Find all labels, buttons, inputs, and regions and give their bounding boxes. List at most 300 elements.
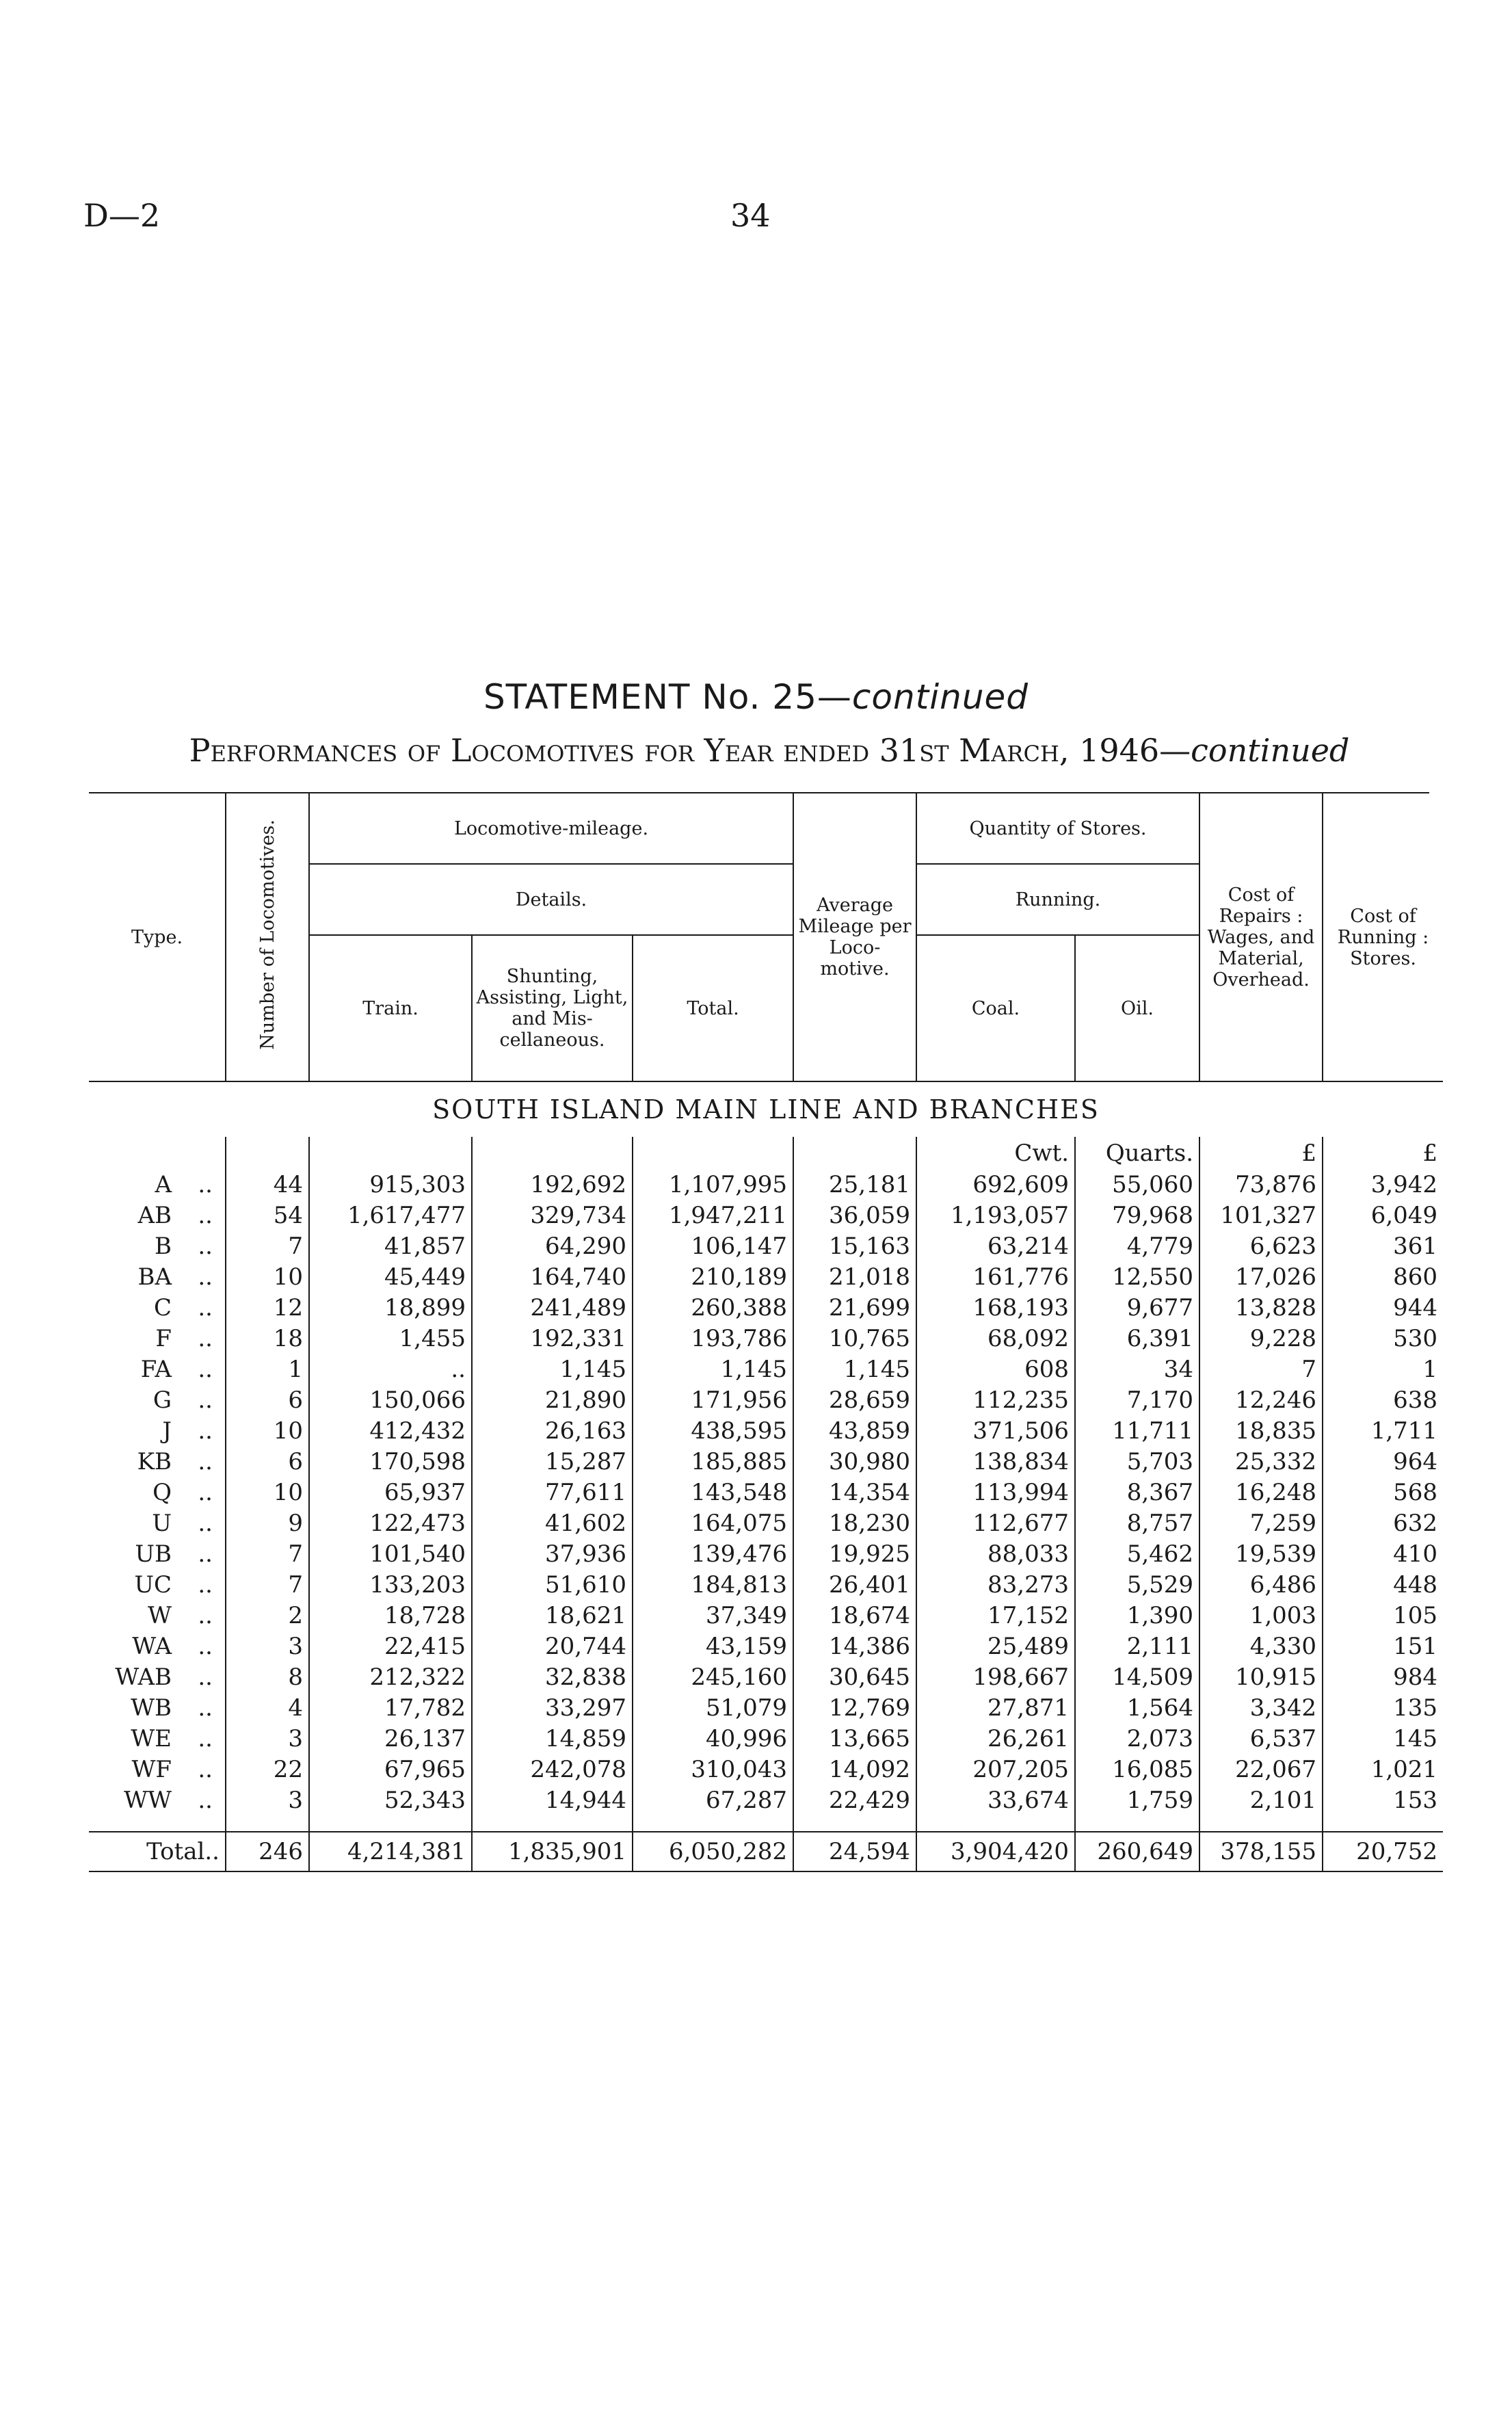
cell-n: 9 — [226, 1508, 309, 1539]
cell-shunting: 77,611 — [472, 1477, 633, 1508]
table-row — [89, 1570, 1443, 1601]
cell-repairs: 4,330 — [1199, 1631, 1323, 1662]
row-type-label: B — [155, 1233, 172, 1260]
statement-title — [0, 677, 1512, 717]
cell-coal: 17,152 — [916, 1601, 1075, 1631]
table-row — [89, 1416, 1443, 1447]
cell-oil: 12,550 — [1075, 1262, 1199, 1293]
table-row — [89, 1662, 1443, 1693]
cell-coal: 83,273 — [916, 1570, 1075, 1601]
cell-repairs: 9,228 — [1199, 1324, 1323, 1354]
table-row — [89, 1354, 1443, 1385]
cell-coal: 1,193,057 — [916, 1200, 1075, 1231]
row-type-leader: .. — [198, 1540, 213, 1568]
unit-oil: Quarts. — [1075, 1137, 1199, 1170]
cell-running: 361 — [1323, 1231, 1443, 1262]
table-row — [89, 1785, 1443, 1816]
row-type-leader: .. — [198, 1448, 213, 1475]
cell-train: 52,343 — [309, 1785, 472, 1816]
cell-coal: 63,214 — [916, 1231, 1075, 1262]
cell-repairs: 25,332 — [1199, 1447, 1323, 1477]
table-row — [89, 1447, 1443, 1477]
cell-running: 1,021 — [1323, 1755, 1443, 1785]
cell-total: 310,043 — [633, 1755, 793, 1785]
performance-table — [89, 793, 1443, 1872]
row-type-leader: .. — [198, 1510, 213, 1537]
cell-repairs: 3,342 — [1199, 1693, 1323, 1724]
cell-total: 210,189 — [633, 1262, 793, 1293]
row-type — [89, 1693, 226, 1724]
cell-total: 51,079 — [633, 1693, 793, 1724]
row-type-label: F — [155, 1325, 172, 1352]
page-number: 34 — [730, 197, 771, 234]
row-type — [89, 1724, 226, 1755]
cell-shunting: 18,621 — [472, 1601, 633, 1631]
cell-shunting: 32,838 — [472, 1662, 633, 1693]
cell-total: 1,145 — [633, 1354, 793, 1385]
row-type-leader: .. — [198, 1417, 213, 1445]
row-type-label: WAB — [115, 1664, 172, 1691]
cell-repairs: 19,539 — [1199, 1539, 1323, 1570]
header-shunting: Shunting, Assisting, Light, and Mis-cellaneous. — [472, 935, 633, 1081]
cell-coal: 112,677 — [916, 1508, 1075, 1539]
row-type — [89, 1755, 226, 1785]
cell-n: 10 — [226, 1477, 309, 1508]
page-reference: D—2 — [83, 197, 161, 234]
cell-shunting: 329,734 — [472, 1200, 633, 1231]
cell-train: 18,728 — [309, 1601, 472, 1631]
cell-avg: 36,059 — [793, 1200, 916, 1231]
table-row — [89, 1231, 1443, 1262]
cell-running: 151 — [1323, 1631, 1443, 1662]
cell-running: 448 — [1323, 1570, 1443, 1601]
cell-avg: 15,163 — [793, 1231, 916, 1262]
cell-train: 67,965 — [309, 1755, 472, 1785]
cell-coal: 161,776 — [916, 1262, 1075, 1293]
cell-avg: 18,674 — [793, 1601, 916, 1631]
cell-avg: 30,645 — [793, 1662, 916, 1693]
row-type-leader: .. — [198, 1756, 213, 1783]
cell-avg: 21,699 — [793, 1293, 916, 1324]
row-type-leader: .. — [198, 1263, 213, 1291]
cell-oil: 2,073 — [1075, 1724, 1199, 1755]
cell-oil: 9,677 — [1075, 1293, 1199, 1324]
table-row — [89, 1477, 1443, 1508]
cell-oil: 5,703 — [1075, 1447, 1199, 1477]
header-repairs: Cost of Repairs : Wages, and Material, Overhead. — [1199, 793, 1323, 1081]
cell-repairs: 17,026 — [1199, 1262, 1323, 1293]
cell-avg: 13,665 — [793, 1724, 916, 1755]
cell-shunting: 1,145 — [472, 1354, 633, 1385]
cell-shunting: 51,610 — [472, 1570, 633, 1601]
cell-total: 143,548 — [633, 1477, 793, 1508]
cell-avg: 43,859 — [793, 1416, 916, 1447]
total-avg: 24,594 — [793, 1832, 916, 1871]
header-details: Details. — [309, 864, 793, 935]
cell-oil: 5,462 — [1075, 1539, 1199, 1570]
cell-repairs: 7,259 — [1199, 1508, 1323, 1539]
cell-total: 193,786 — [633, 1324, 793, 1354]
row-type-leader: .. — [198, 1571, 213, 1599]
cell-train: 412,432 — [309, 1416, 472, 1447]
cell-shunting: 241,489 — [472, 1293, 633, 1324]
cell-coal: 26,261 — [916, 1724, 1075, 1755]
cell-train: 122,473 — [309, 1508, 472, 1539]
cell-repairs: 12,246 — [1199, 1385, 1323, 1416]
cell-n: 2 — [226, 1601, 309, 1631]
cell-shunting: 37,936 — [472, 1539, 633, 1570]
cell-train: 65,937 — [309, 1477, 472, 1508]
row-type-leader: .. — [198, 1233, 213, 1260]
header-number — [226, 793, 309, 1081]
cell-total: 40,996 — [633, 1724, 793, 1755]
cell-total: 164,075 — [633, 1508, 793, 1539]
header-stores: Quantity of Stores. — [916, 793, 1199, 864]
cell-avg: 14,354 — [793, 1477, 916, 1508]
row-type-label: G — [152, 1387, 172, 1414]
cell-shunting: 26,163 — [472, 1416, 633, 1447]
cell-running: 638 — [1323, 1385, 1443, 1416]
cell-total: 1,947,211 — [633, 1200, 793, 1231]
statement-subtitle-main: Performances of Locomotives for Year ended 31st March, 1946— — [189, 732, 1191, 769]
unit-repairs: £ — [1199, 1137, 1323, 1170]
cell-n: 7 — [226, 1231, 309, 1262]
cell-n: 12 — [226, 1293, 309, 1324]
statement-title-continued: continued — [851, 677, 1029, 717]
cell-total: 67,287 — [633, 1785, 793, 1816]
cell-coal: 198,667 — [916, 1662, 1075, 1693]
cell-total: 139,476 — [633, 1539, 793, 1570]
total-oil: 260,649 — [1075, 1832, 1199, 1871]
cell-total: 185,885 — [633, 1447, 793, 1477]
header-coal: Coal. — [916, 935, 1075, 1081]
header-average: Average Mileage per Loco-motive. — [793, 793, 916, 1081]
row-type-leader: .. — [198, 1725, 213, 1752]
cell-repairs: 18,835 — [1199, 1416, 1323, 1447]
table-row — [89, 1724, 1443, 1755]
cell-n: 44 — [226, 1170, 309, 1200]
header-oil: Oil. — [1075, 935, 1199, 1081]
row-type-leader: .. — [198, 1664, 213, 1691]
table-row — [89, 1755, 1443, 1785]
cell-oil: 5,529 — [1075, 1570, 1199, 1601]
cell-shunting: 242,078 — [472, 1755, 633, 1785]
header-total: Total. — [633, 935, 793, 1081]
cell-coal: 112,235 — [916, 1385, 1075, 1416]
row-type-label: WB — [131, 1694, 172, 1722]
row-type-leader: .. — [198, 1202, 213, 1229]
cell-total: 260,388 — [633, 1293, 793, 1324]
cell-n: 54 — [226, 1200, 309, 1231]
cell-oil: 79,968 — [1075, 1200, 1199, 1231]
cell-running: 1 — [1323, 1354, 1443, 1385]
cell-running: 135 — [1323, 1693, 1443, 1724]
unit-running-cost: £ — [1323, 1137, 1443, 1170]
table-row — [89, 1385, 1443, 1416]
row-type — [89, 1354, 226, 1385]
cell-train: 1,617,477 — [309, 1200, 472, 1231]
cell-running: 568 — [1323, 1477, 1443, 1508]
cell-oil: 1,759 — [1075, 1785, 1199, 1816]
cell-train: 915,303 — [309, 1170, 472, 1200]
statement-subtitle-continued: continued — [1191, 732, 1350, 769]
cell-oil: 55,060 — [1075, 1170, 1199, 1200]
cell-n: 10 — [226, 1262, 309, 1293]
row-type — [89, 1477, 226, 1508]
row-type — [89, 1385, 226, 1416]
cell-running: 632 — [1323, 1508, 1443, 1539]
cell-avg: 14,092 — [793, 1755, 916, 1785]
cell-shunting: 20,744 — [472, 1631, 633, 1662]
cell-repairs: 6,623 — [1199, 1231, 1323, 1262]
cell-train: 150,066 — [309, 1385, 472, 1416]
cell-coal: 692,609 — [916, 1170, 1075, 1200]
header-mileage: Locomotive-mileage. — [309, 793, 793, 864]
cell-repairs: 2,101 — [1199, 1785, 1323, 1816]
row-type-leader: .. — [198, 1294, 213, 1322]
cell-coal: 113,994 — [916, 1477, 1075, 1508]
table-row — [89, 1200, 1443, 1231]
cell-oil: 16,085 — [1075, 1755, 1199, 1785]
row-type-leader: .. — [198, 1325, 213, 1352]
cell-running: 145 — [1323, 1724, 1443, 1755]
cell-coal: 207,205 — [916, 1755, 1075, 1785]
cell-n: 4 — [226, 1693, 309, 1724]
cell-running: 964 — [1323, 1447, 1443, 1477]
cell-n: 7 — [226, 1539, 309, 1570]
cell-coal: 25,489 — [916, 1631, 1075, 1662]
cell-n: 3 — [226, 1724, 309, 1755]
row-type-label: WE — [131, 1725, 172, 1752]
cell-n: 8 — [226, 1662, 309, 1693]
table-row — [89, 1601, 1443, 1631]
cell-running: 1,711 — [1323, 1416, 1443, 1447]
cell-shunting: 14,859 — [472, 1724, 633, 1755]
row-type — [89, 1447, 226, 1477]
row-type-label: WA — [132, 1633, 172, 1660]
row-type — [89, 1170, 226, 1200]
cell-total: 1,107,995 — [633, 1170, 793, 1200]
spacer-row — [89, 1816, 1443, 1832]
cell-oil: 8,757 — [1075, 1508, 1199, 1539]
total-row — [89, 1832, 1443, 1871]
cell-shunting: 33,297 — [472, 1693, 633, 1724]
statement-title-main: STATEMENT No. 25— — [483, 677, 852, 717]
cell-train: 45,449 — [309, 1262, 472, 1293]
row-type-label: WF — [131, 1756, 172, 1783]
row-type — [89, 1293, 226, 1324]
total-total: 6,050,282 — [633, 1832, 793, 1871]
cell-coal: 68,092 — [916, 1324, 1075, 1354]
cell-total: 171,956 — [633, 1385, 793, 1416]
row-type-label: WW — [124, 1787, 172, 1814]
cell-n: 22 — [226, 1755, 309, 1785]
cell-train: 41,857 — [309, 1231, 472, 1262]
total-shunting: 1,835,901 — [472, 1832, 633, 1871]
row-type-leader: .. — [198, 1387, 213, 1414]
row-type-leader: .. — [198, 1479, 213, 1506]
cell-shunting: 192,692 — [472, 1170, 633, 1200]
row-type-leader: .. — [198, 1171, 213, 1198]
cell-total: 106,147 — [633, 1231, 793, 1262]
cell-oil: 6,391 — [1075, 1324, 1199, 1354]
cell-repairs: 101,327 — [1199, 1200, 1323, 1231]
cell-train: 101,540 — [309, 1539, 472, 1570]
cell-avg: 30,980 — [793, 1447, 916, 1477]
row-type-leader: .. — [198, 1633, 213, 1660]
cell-oil: 34 — [1075, 1354, 1199, 1385]
cell-repairs: 73,876 — [1199, 1170, 1323, 1200]
header-running: Running. — [916, 864, 1199, 935]
cell-running: 105 — [1323, 1601, 1443, 1631]
cell-coal: 608 — [916, 1354, 1075, 1385]
cell-train: 170,598 — [309, 1447, 472, 1477]
total-train: 4,214,381 — [309, 1832, 472, 1871]
cell-repairs: 22,067 — [1199, 1755, 1323, 1785]
cell-coal: 27,871 — [916, 1693, 1075, 1724]
total-coal: 3,904,420 — [916, 1832, 1075, 1871]
row-type — [89, 1324, 226, 1354]
cell-oil: 1,564 — [1075, 1693, 1199, 1724]
row-type-label: W — [148, 1602, 172, 1629]
cell-n: 1 — [226, 1354, 309, 1385]
cell-oil: 4,779 — [1075, 1231, 1199, 1262]
row-type-label: A — [155, 1171, 172, 1198]
cell-avg: 12,769 — [793, 1693, 916, 1724]
cell-running: 153 — [1323, 1785, 1443, 1816]
table-row — [89, 1508, 1443, 1539]
row-type-label: BA — [137, 1263, 172, 1291]
cell-repairs: 13,828 — [1199, 1293, 1323, 1324]
table-row — [89, 1170, 1443, 1200]
cell-running: 6,049 — [1323, 1200, 1443, 1231]
row-type-label: KB — [137, 1448, 172, 1475]
cell-total: 184,813 — [633, 1570, 793, 1601]
cell-avg: 22,429 — [793, 1785, 916, 1816]
cell-total: 245,160 — [633, 1662, 793, 1693]
cell-shunting: 164,740 — [472, 1262, 633, 1293]
units-row — [89, 1137, 1443, 1170]
cell-oil: 2,111 — [1075, 1631, 1199, 1662]
row-type-label: J — [162, 1417, 172, 1445]
cell-avg: 10,765 — [793, 1324, 916, 1354]
table-row — [89, 1324, 1443, 1354]
cell-avg: 21,018 — [793, 1262, 916, 1293]
cell-total: 37,349 — [633, 1601, 793, 1631]
row-type-label: UB — [135, 1540, 172, 1568]
row-type — [89, 1508, 226, 1539]
row-type — [89, 1200, 226, 1231]
cell-n: 18 — [226, 1324, 309, 1354]
total-label: Total.. — [89, 1832, 226, 1871]
cell-train: 212,322 — [309, 1662, 472, 1693]
total-repairs: 378,155 — [1199, 1832, 1323, 1871]
cell-shunting: 41,602 — [472, 1508, 633, 1539]
cell-running: 984 — [1323, 1662, 1443, 1693]
cell-n: 10 — [226, 1416, 309, 1447]
header-number-label: Number of Locomotives. — [256, 819, 278, 1050]
cell-oil: 7,170 — [1075, 1385, 1199, 1416]
cell-train: 26,137 — [309, 1724, 472, 1755]
cell-avg: 18,230 — [793, 1508, 916, 1539]
cell-running: 410 — [1323, 1539, 1443, 1570]
table-row — [89, 1539, 1443, 1570]
table-row — [89, 1293, 1443, 1324]
cell-n: 6 — [226, 1385, 309, 1416]
header-type: Type. — [89, 793, 226, 1081]
cell-repairs: 1,003 — [1199, 1601, 1323, 1631]
table-row — [89, 1262, 1443, 1293]
cell-train: 22,415 — [309, 1631, 472, 1662]
cell-running: 3,942 — [1323, 1170, 1443, 1200]
unit-coal: Cwt. — [916, 1137, 1075, 1170]
header-running-cost: Cost of Running : Stores. — [1323, 793, 1443, 1081]
cell-running: 530 — [1323, 1324, 1443, 1354]
table-row — [89, 1631, 1443, 1662]
cell-avg: 28,659 — [793, 1385, 916, 1416]
cell-avg: 1,145 — [793, 1354, 916, 1385]
row-type-leader: .. — [198, 1602, 213, 1629]
cell-n: 3 — [226, 1631, 309, 1662]
cell-n: 6 — [226, 1447, 309, 1477]
cell-avg: 26,401 — [793, 1570, 916, 1601]
row-type-leader: .. — [198, 1694, 213, 1722]
row-type-label: FA — [140, 1356, 172, 1383]
row-type-label: U — [152, 1510, 172, 1537]
row-type-leader: .. — [198, 1356, 213, 1383]
row-type — [89, 1662, 226, 1693]
total-running: 20,752 — [1323, 1832, 1443, 1871]
cell-shunting: 14,944 — [472, 1785, 633, 1816]
row-type — [89, 1262, 226, 1293]
cell-avg: 19,925 — [793, 1539, 916, 1570]
cell-oil: 1,390 — [1075, 1601, 1199, 1631]
row-type-label: C — [153, 1294, 172, 1322]
cell-repairs: 6,537 — [1199, 1724, 1323, 1755]
cell-shunting: 64,290 — [472, 1231, 633, 1262]
cell-repairs: 16,248 — [1199, 1477, 1323, 1508]
section-heading-row — [89, 1081, 1443, 1137]
row-type-leader: .. — [198, 1787, 213, 1814]
cell-train: .. — [309, 1354, 472, 1385]
row-type-label: AB — [137, 1202, 172, 1229]
cell-coal: 371,506 — [916, 1416, 1075, 1447]
cell-shunting: 15,287 — [472, 1447, 633, 1477]
cell-oil: 11,711 — [1075, 1416, 1199, 1447]
cell-total: 43,159 — [633, 1631, 793, 1662]
cell-coal: 138,834 — [916, 1447, 1075, 1477]
row-type-label: Q — [152, 1479, 172, 1506]
cell-n: 7 — [226, 1570, 309, 1601]
cell-train: 1,455 — [309, 1324, 472, 1354]
cell-running: 944 — [1323, 1293, 1443, 1324]
header-train: Train. — [309, 935, 472, 1081]
row-type — [89, 1601, 226, 1631]
cell-train: 17,782 — [309, 1693, 472, 1724]
cell-shunting: 192,331 — [472, 1324, 633, 1354]
cell-coal: 88,033 — [916, 1539, 1075, 1570]
row-type — [89, 1539, 226, 1570]
row-type — [89, 1231, 226, 1262]
cell-shunting: 21,890 — [472, 1385, 633, 1416]
cell-oil: 14,509 — [1075, 1662, 1199, 1693]
row-type — [89, 1416, 226, 1447]
table-row — [89, 1693, 1443, 1724]
cell-n: 3 — [226, 1785, 309, 1816]
row-type — [89, 1631, 226, 1662]
cell-coal: 168,193 — [916, 1293, 1075, 1324]
total-n: 246 — [226, 1832, 309, 1871]
